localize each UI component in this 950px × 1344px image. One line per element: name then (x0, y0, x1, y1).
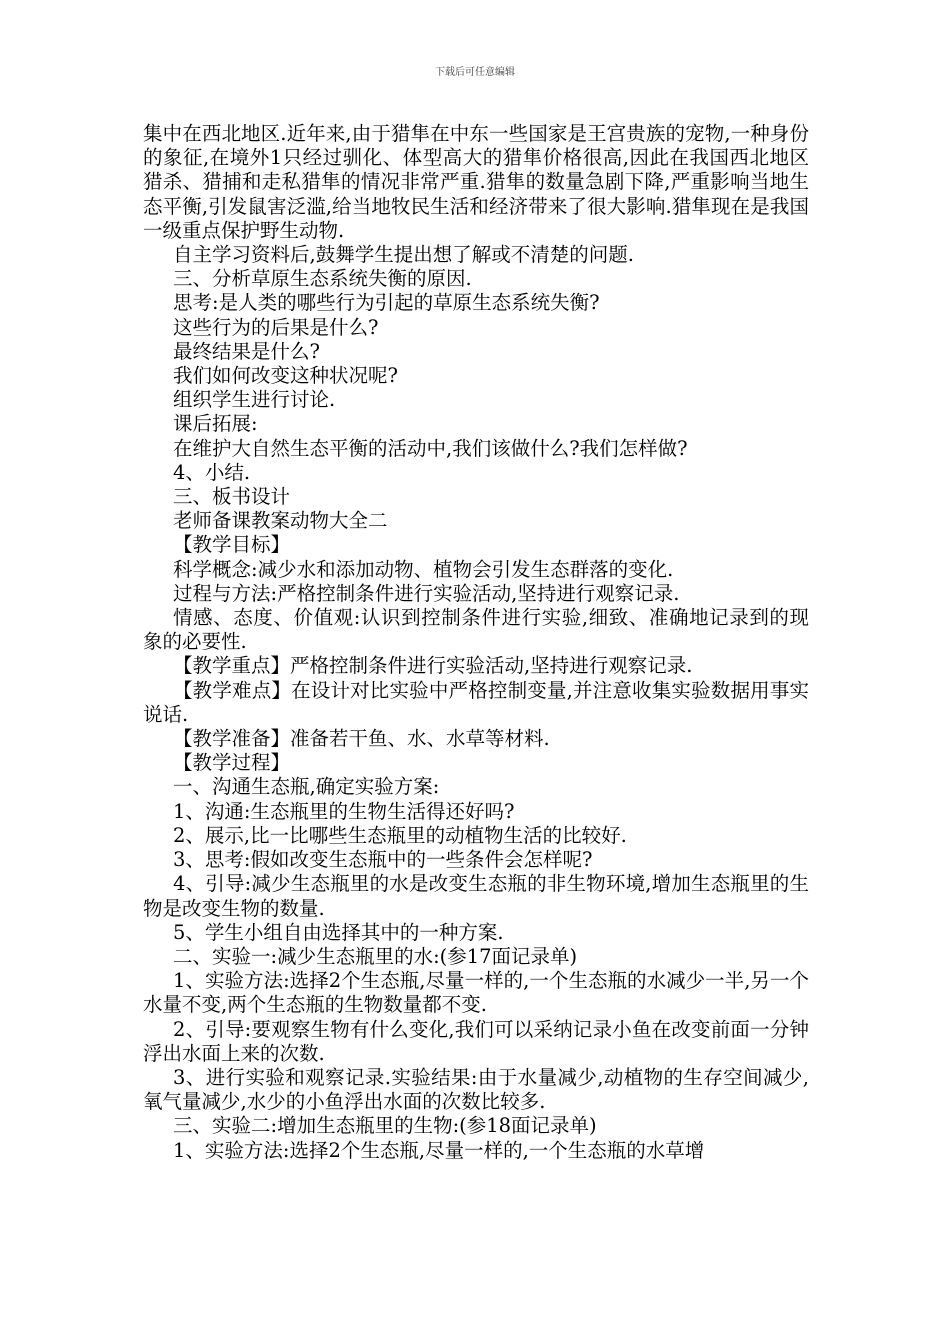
paragraph: 3、思考:假如改变生态瓶中的一些条件会怎样呢? (173, 848, 593, 872)
document-subtitle: 老师备课教案动物大全二 (173, 509, 388, 533)
paragraph: 我们如何改变这种状况呢? (173, 364, 398, 388)
section-heading: 二、实验一:减少生态瓶里的水:(参17面记录单) (173, 944, 578, 968)
paragraph: 过程与方法:严格控制条件进行实验活动,坚持进行观察记录. (173, 581, 680, 605)
paragraph: 【教学难点】在设计对比实验中严格控制变量,并注意收集实验数据用事实说话. (143, 678, 809, 726)
paragraph: 自主学习资料后,鼓舞学生提出想了解或不清楚的问题. (173, 243, 634, 267)
paragraph: 4、引导:减少生态瓶里的水是改变生态瓶的非生物环境,增加生态瓶里的生物是改变生物的数量. (143, 872, 809, 920)
paragraph: 在维护大自然生态平衡的活动中,我们该做什么?我们怎样做? (173, 436, 688, 460)
section-heading: 三、分析草原生态系统失衡的原因. (173, 267, 472, 291)
page-header-note: 下载后可任意编辑 (435, 67, 515, 78)
paragraph: 集中在西北地区.近年来,由于猎隼在中东一些国家是王宫贵族的宠物,一种身份的象征,在境外1只经过驯化、体型高大的猎隼价格很高,因此在我国西北地区猎杀、猎捕和走私猎隼的情况非常严重.猎隼的数量急剧下降,严重影响当地生态平衡,引发鼠害泛滥,给当地牧民生活和经济带来了很大影响.猎隼现在是我国一级重点保护野生动物. (143, 122, 809, 242)
paragraph: 这些行为的后果是什么? (173, 315, 379, 339)
document-body (143, 122, 809, 1163)
paragraph: 科学概念:减少水和添加动物、植物会引发生态群落的变化. (173, 557, 674, 581)
section-heading: 三、板书设计 (173, 485, 291, 509)
section-heading: 一、沟通生态瓶,确定实验方案: (173, 775, 440, 799)
paragraph: 1、实验方法:选择2个生态瓶,尽量一样的,一个生态瓶的水减少一半,另一个水量不变,两个生态瓶的生物数量都不变. (143, 969, 809, 1017)
paragraph: 2、引导:要观察生物有什么变化,我们可以采纳记录小鱼在改变前面一分钟浮出水面上来的次数. (143, 1017, 809, 1065)
paragraph: 1、沟通:生态瓶里的生物生活得还好吗? (173, 799, 515, 823)
paragraph: 2、展示,比一比哪些生态瓶里的动植物生活的比较好. (173, 823, 627, 847)
paragraph: 最终结果是什么? (173, 339, 320, 363)
paragraph: 3、进行实验和观察记录.实验结果:由于水量减少,动植物的生存空间减少,氧气量减少,水少的小鱼浮出水面的次数比较多. (143, 1065, 809, 1114)
paragraph: 5、学生小组自由选择其中的一种方案. (173, 920, 504, 944)
section-heading: 【教学过程】 (173, 751, 291, 775)
paragraph: 情感、态度、价值观:认识到控制条件进行实验,细致、准确地记录到的现象的必要性. (143, 606, 809, 654)
section-heading: 【教学目标】 (173, 533, 291, 557)
paragraph: 1、实验方法:选择2个生态瓶,尽量一样的,一个生态瓶的水草增 (173, 1138, 705, 1162)
paragraph: 思考:是人类的哪些行为引起的草原生态系统失衡? (173, 291, 600, 315)
paragraph: 4、小结. (173, 460, 251, 484)
section-heading: 三、实验二:增加生态瓶里的生物:(参18面记录单) (173, 1114, 597, 1138)
paragraph: 课后拓展: (173, 412, 258, 436)
paragraph: 组织学生进行讨论. (173, 388, 336, 412)
paragraph: 【教学准备】准备若干鱼、水、水草等材料. (173, 727, 550, 751)
paragraph: 【教学重点】严格控制条件进行实验活动,坚持进行观察记录. (173, 654, 693, 678)
